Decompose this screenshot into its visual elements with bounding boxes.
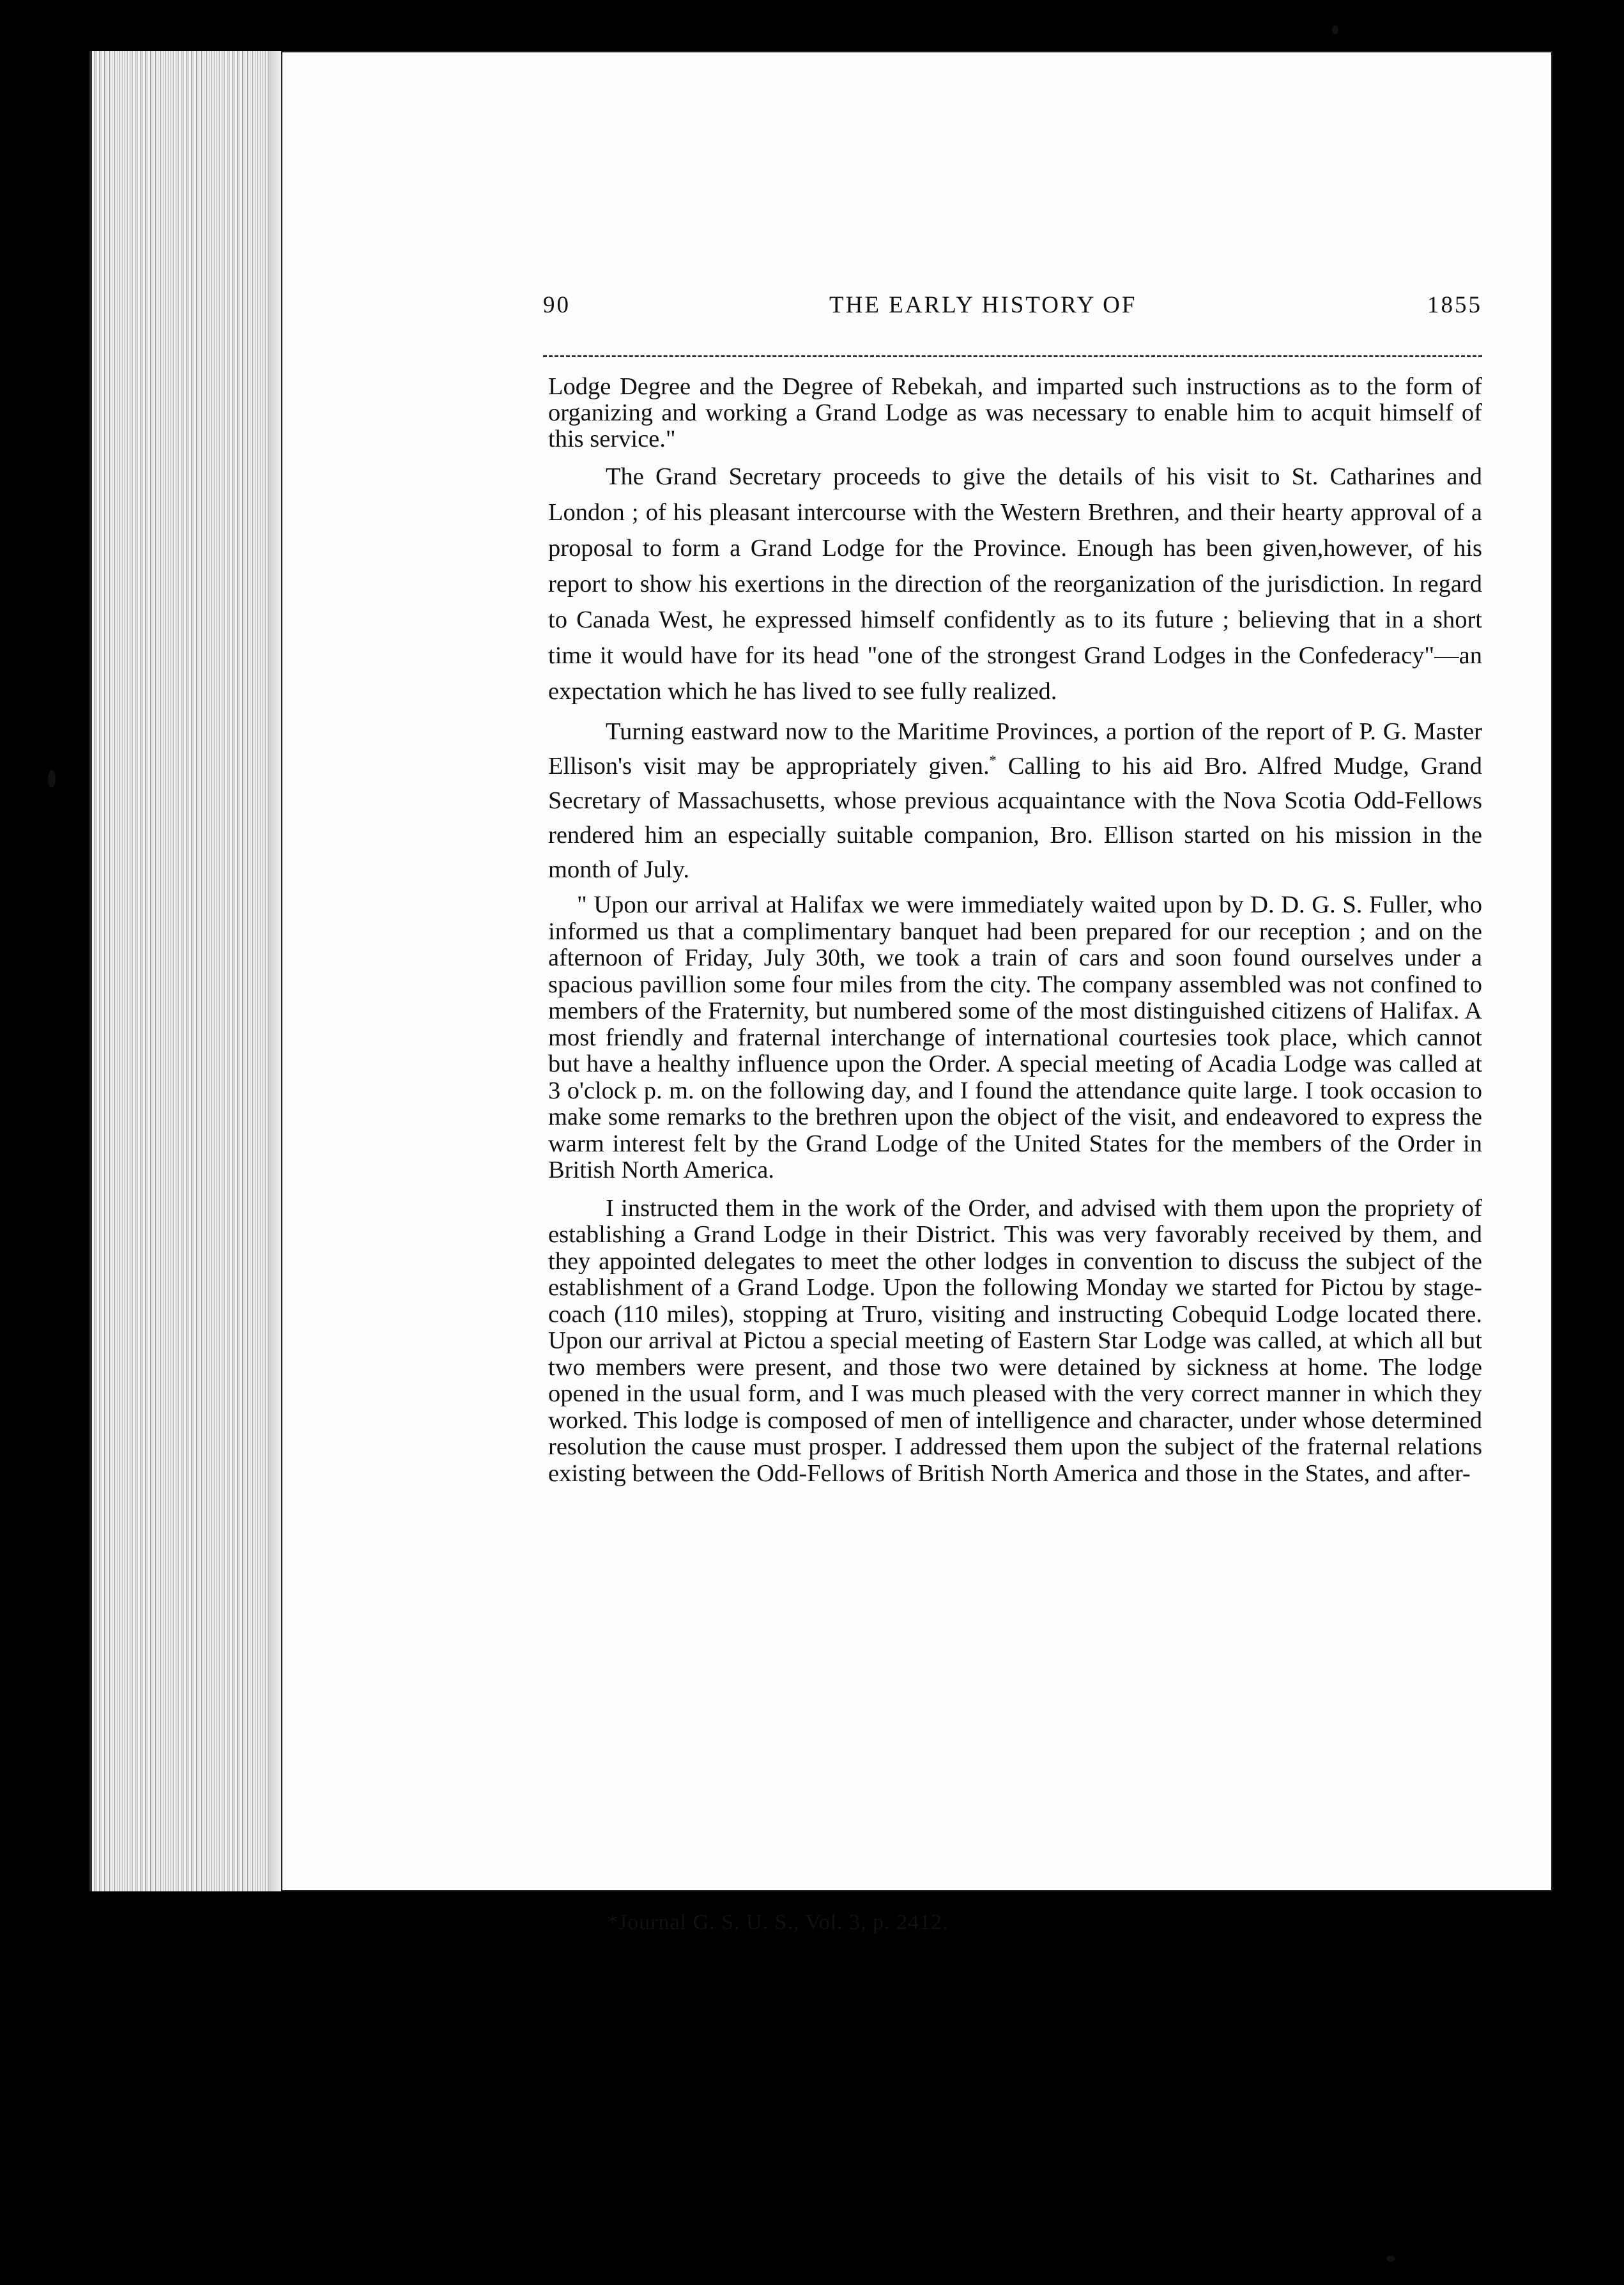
scan-speck: [1332, 26, 1338, 35]
footnote-reference: *: [989, 752, 997, 769]
paragraph-1: Lodge Degree and the Degree of Rebekah, and imparted such instructions as to the form of organizing and working a Grand Lodge as was necessary to enable him to acquit himself of this service.": [548, 373, 1482, 452]
page-number: 90: [543, 292, 571, 318]
paragraph-3: [548, 714, 1482, 887]
running-head-year: 1855: [1427, 292, 1482, 318]
paragraph-quote-2: I instructed them in the work of the Order, and advised with them upon the propriety of establishing a Grand Lodge in their District. This was very favorably received by them, and they appointed delegates to meet the other lodges in convention to discuss the subject of the establishment of a Grand Lodge. Upon the following Monday we started for Pictou by stage-coach (110 miles), stopping at Truro, visiting and instructing Cobequid Lodge located there. Upon our arrival at Pictou a special meeting of Eastern Star Lodge was called, at which all but two members were present, and those two were detained by sickness at home. The lodge opened in the usual form, and I was much pleased with the very correct manner in which they worked. This lodge is composed of men of intelligence and character, under whose determined resolution the cause must prosper. I addressed them upon the subject of the fraternal relations existing between the Odd-Fellows of British North America and those in the States, and after-: [548, 1194, 1482, 1487]
paragraph-3-text: Turning eastward now to the Maritime Provinces, a portion of the report of P. G. Master Ellison's visit may be appropriately given.: [548, 718, 1482, 780]
header-rule: [543, 355, 1482, 357]
paragraph-3-continued: Calling to his aid Bro. Alfred Mudge, Grand Secretary of Massachusetts, whose previous acquaintance with the Nova Scotia Odd-Fellows rendered him an especially suitable companion, Bro. Ellison started on his mission in the month of July.: [548, 753, 1483, 883]
paragraph-2: The Grand Secretary proceeds to give the details of his visit to St. Catharines and London ; of his pleasant intercourse with the Western Brethren, and their hearty approval of a proposal to form a Grand Lodge for the Province. Enough has been given,however, of his report to show his exertions in the direction of the reorganization of the jurisdiction. In regard to Canada West, he expressed himself confidently as to its future ; believing that in a short time it would have for its head "one of the strongest Grand Lodges in the Confederacy"—an expectation which he has lived to see fully realized.: [548, 463, 1482, 705]
body-text: [548, 374, 1482, 1487]
running-head: [543, 291, 1482, 330]
scan-speck: [48, 770, 56, 788]
scan-speck: [1386, 2256, 1395, 2262]
footnote: *Journal G. S. U. S., Vol. 3, p. 2412.: [607, 1911, 949, 1934]
book-page-edges: [89, 51, 284, 1891]
paragraph-quote-1: " Upon our arrival at Halifax we were immediately waited upon by D. D. G. S. Fuller, who informed us that a complimentary banquet had been prepared for our reception ; and on the afternoon of Friday, July 30th, we took a train of cars and soon found ourselves under a spacious pavillion some four miles from the city. The company assembled was not confined to members of the Fraternity, but numbered some of the most distinguished citizens of Halifax. A most friendly and fraternal interchange of international courtesies took place, which cannot but have a healthy influence upon the Order. A special meeting of Acadia Lodge was called at 3 o'clock p. m. on the following day, and I found the attendance quite large. I took occasion to make some remarks to the brethren upon the object of the visit, and endeavored to express the warm interest felt by the Grand Lodge of the United States for the members of the Order in British North America.: [548, 891, 1482, 1183]
running-head-title: THE EARLY HISTORY OF: [829, 292, 1137, 318]
